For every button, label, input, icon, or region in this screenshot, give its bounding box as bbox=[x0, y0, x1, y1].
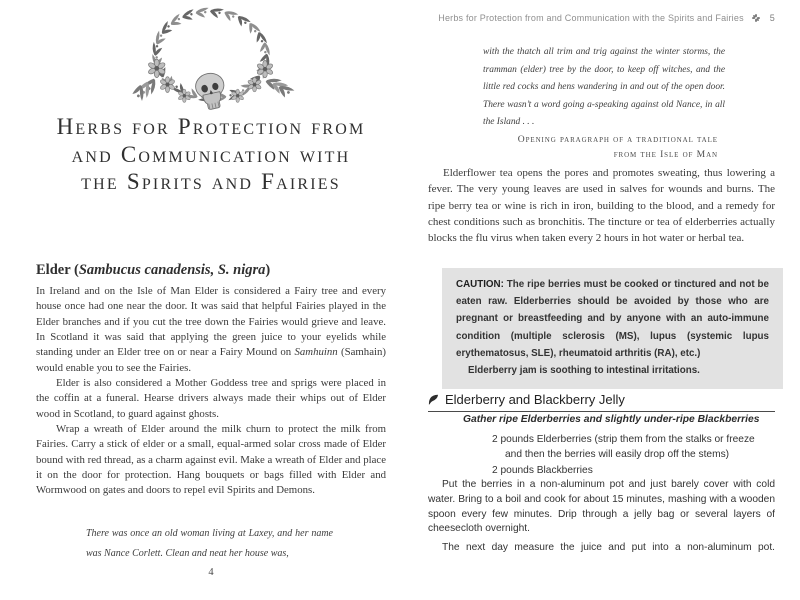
attribution-line: from the Isle of Man bbox=[613, 148, 718, 160]
species-name: Sambucus canadensis, S. nigra bbox=[78, 262, 266, 278]
ingredient-list bbox=[428, 432, 775, 478]
right-page bbox=[428, 0, 775, 600]
chapter-title bbox=[36, 113, 386, 196]
section-heading: Elder (Sambucus canadensis, S. nigra) bbox=[36, 262, 271, 278]
opening-quote: with the thatch all trim and trig against the winter storms, the tramman (elder) tree by the door, to keep off witches, and the little red cocks and hens wandering in and out of the open door. There wasn’t a word going a-speaking against old Nance, in all the Island . . . bbox=[483, 47, 725, 128]
body-text bbox=[36, 284, 386, 499]
left-page bbox=[36, 0, 386, 600]
flower-asterisk-icon bbox=[752, 14, 760, 22]
recipe-subtitle: Gather ripe Elderberries and slightly under-ripe Blackberries bbox=[463, 414, 760, 425]
chapter-title-line: Herbs for Protection from bbox=[56, 114, 366, 139]
italic-term: Samhuinn bbox=[294, 346, 338, 359]
folk-tale-quote: There was once an old woman living at Laxey, and her name was Nance Corlett. Clean and neat her house was, bbox=[86, 528, 333, 559]
attribution-line: Opening paragraph of a traditional tale bbox=[517, 134, 718, 145]
caution-label: CAUTION: bbox=[456, 279, 504, 290]
step-paragraph: Put the berries in a non-aluminum pot and just barely cover with cold water. Bring to a boil and cook for about 15 minutes, mashing with a wooden spoon every few minutes. Drip through a jelly bag or several layers of cheesecloth overnight. bbox=[428, 479, 775, 535]
skull-icon bbox=[193, 71, 228, 112]
recipe-heading bbox=[428, 392, 775, 412]
recipe-instructions bbox=[428, 478, 775, 556]
running-header bbox=[428, 13, 775, 23]
leaf-icon bbox=[428, 394, 439, 405]
page-number: 4 bbox=[208, 567, 214, 578]
caution-note: Elderberry jam is soothing to intestinal irritations. bbox=[468, 365, 700, 377]
chapter-title-line: and Communication with bbox=[71, 141, 351, 167]
caution-text: CAUTION: The ripe berries must be cooked or tinctured and not be eaten raw. Elderberries should be avoided by those who are pregnant or breastfeeding and by anyone with an auto-immune condition (multiple sclerosis (MS), lupus (systemic lupus erythematosus, SLE), rheumatoid arthritis (RA), etc.) bbox=[456, 279, 769, 359]
header-page-number: 5 bbox=[769, 13, 775, 23]
ingredient-line: 2 pounds Blackberries bbox=[492, 464, 593, 476]
paragraph: Wrap a wreath of Elder around the milk churn to protect the milk from Fairies. Carry a stick of elder or a small, equal-armed solar cross made of Elder bound with red thread, as a charm against evil. Make a wreath of Elder and place it on the door for protection. Hang bouquets or bags filled with Elder and Wormwood on gates and doors to repel evil Spirits and Demons. bbox=[36, 423, 386, 497]
skull-wreath-illustration-icon bbox=[125, 3, 297, 122]
ingredient-line: 2 pounds Elderberries (strip them from the stalks or freeze bbox=[492, 434, 755, 445]
body-paragraph: Elderflower tea opens the pores and promotes sweating, thus lowering a fever. The very young leaves are used in salves for wounds and burns. The ripe berry tea or wine is rich in iron, building to the blood, and a remedy for chest conditions such as bronchitis. The tincture or tea of elderberries actually blocks the flu virus when taken every 2 hours in hot water or herbal tea. bbox=[428, 167, 775, 245]
step-paragraph: The next day measure the juice and put into a non-aluminum pot. bbox=[442, 542, 775, 554]
paragraph: Elder is also considered a Mother Goddess tree and sprigs were placed in the coffin at a funeral. Hearse drivers always made their whips out of Elder wood in Scotland, to guard against ghosts. bbox=[36, 377, 386, 420]
running-header-text: Herbs for Protection from and Communication with the Spirits and Fairies bbox=[438, 13, 744, 23]
recipe-title: Elderberry and Blackberry Jelly bbox=[445, 392, 625, 407]
paragraph: In Ireland and on the Isle of Man Elder is considered a Fairy tree and every house once had one near the door. It was said that helpful Fairies played in the Elder branches and if you cut the tree down the Fairies would grieve and leave. In Scotland it was said that applying the green juice to your eyelids while standing under an Elder tree on or near a Fairy Mound on Samhuinn (Samhain) would enable you to see the Fairies. bbox=[36, 285, 386, 374]
chapter-title-line: the Spirits and Fairies bbox=[81, 169, 341, 194]
caution-box bbox=[442, 268, 783, 389]
quote-attribution bbox=[518, 133, 718, 162]
ingredient-line-continuation: and then the berries will easily drop off the stems) bbox=[505, 449, 730, 461]
